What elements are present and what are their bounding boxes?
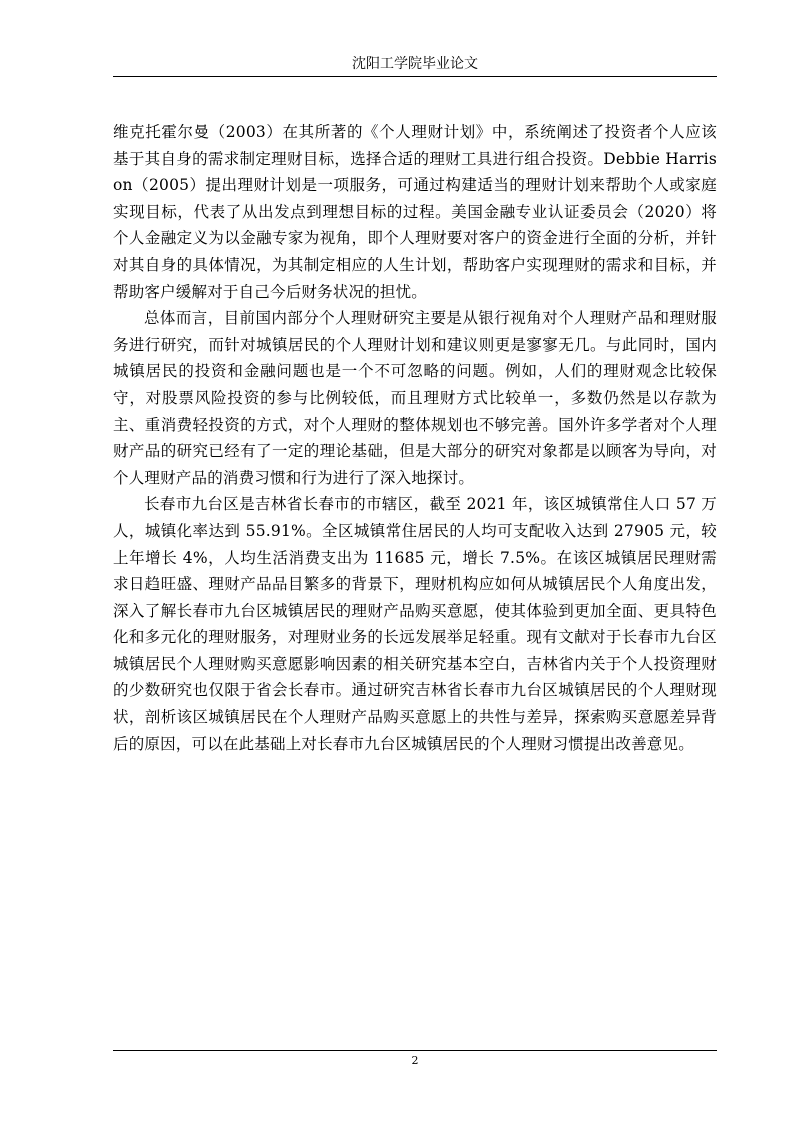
paragraph-3: 长春市九台区是吉林省长春市的市辖区，截至 2021 年，该区城镇常住人口 57 万人，城镇化率达到 55.91%。全区城镇常住居民的人均可支配收入达到 27905 元，较上年增长 4%，人均生活消费支出为 11685 元，增长 7.5%。在该区城镇居民理财需求日趋旺盛、理财产品品目繁多的背景下，理财机构应如何从城镇居民个人角度出发，深入了解长春市九台区城镇居民的理财产品购买意愿，使其体验到更加全面、更具特色化和多元化的理财服务，对理财业务的长远发展举足轻重。现有文献对于长春市九台区城镇居民个人理财购买意愿影响因素的相关研究基本空白，吉林省内关于个人投资理财的少数研究也仅限于省会长春市。通过研究吉林省长春市九台区城镇居民的个人理财现状，剖析该区城镇居民在个人理财产品购买意愿上的共性与差异，探索购买意愿差异背后的原因，可以在此基础上对长春市九台区城镇居民的个人理财习惯提出改善意见。 xyxy=(113,495,717,753)
footer-divider xyxy=(113,1050,717,1051)
page-number: 2 xyxy=(411,1054,419,1067)
body-text xyxy=(113,119,717,757)
paragraph-2: 总体而言，目前国内部分个人理财研究主要是从银行视角对个人理财产品和理财服务进行研究，而针对城镇居民的个人理财计划和建议则更是寥寥无几。与此同时，国内城镇居民的投资和金融问题也是一个不可忽略的问题。例如，人们的理财观念比较保守，对股票风险投资的参与比例较低，而且理财方式比较单一，多数仍然是以存款为主、重消费轻投资的方式，对个人理财的整体规划也不够完善。国外许多学者对个人理财产品的研究已经有了一定的理论基础，但是大部分的研究对象都是以顾客为导向，对个人理财产品的消费习惯和行为进行了深入地探讨。 xyxy=(113,309,717,487)
paragraph-1: 维克托霍尔曼（2003）在其所著的《个人理财计划》中，系统阐述了投资者个人应该基于其自身的需求制定理财目标，选择合适的理财工具进行组合投资。Debbie Harrison（2005）提出理财计划是一项服务，可通过构建适当的理财计划来帮助个人或家庭实现目标，代表了从出发点到理想目标的过程。美国金融专业认证委员会（2020）将个人金融定义为以金融专家为视角，即个人理财要对客户的资金进行全面的分析，并针对其自身的具体情况，为其制定相应的人生计划，帮助客户实现理财的需求和目标，并帮助客户缓解对于自己今后财务状况的担忧。 xyxy=(113,123,717,301)
page-header-title: 沈阳工学院毕业论文 xyxy=(352,56,478,72)
header-divider xyxy=(113,76,717,77)
